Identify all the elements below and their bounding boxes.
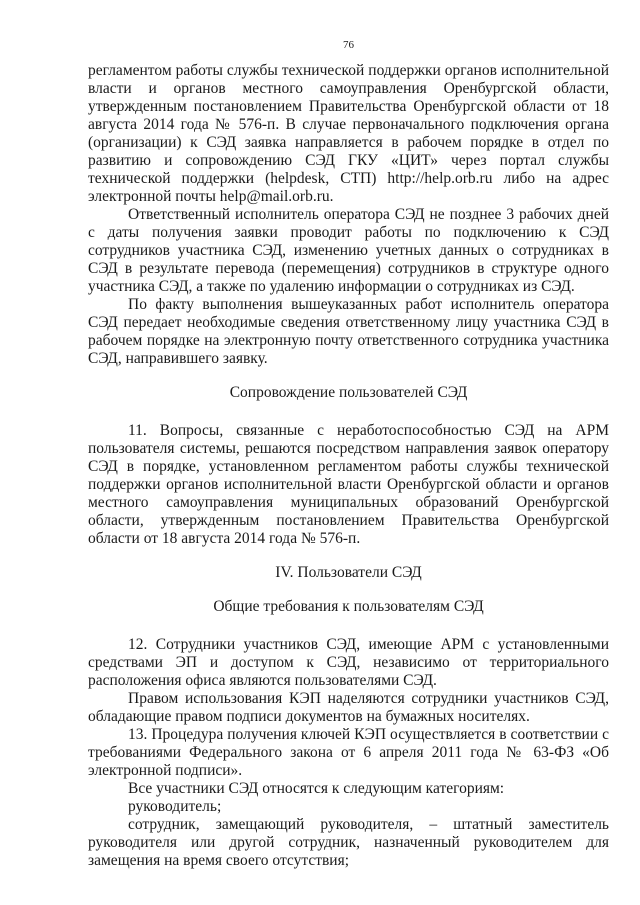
page-number: 76	[343, 39, 354, 51]
list-item-deputy: сотрудник, замещающий руководителя, – штатный заместитель руководителя или другой сотрудник, назначенный руководителем для замещения на время своего отсутствия;	[88, 816, 609, 869]
document-body	[88, 62, 609, 870]
list-item-head: руководитель;	[128, 798, 222, 815]
section-heading-support: Сопровождение пользователей СЭД	[229, 384, 468, 401]
paragraph-responsible-executor: Ответственный исполнитель оператора СЭД не позднее 3 рабочих дней с даты получения заявки проводит работы по подключению к СЭД сотрудников участника СЭД, изменению учетных данных о сотрудниках в СЭД в результате перевода (перемещения) сотрудников в структуре одного участника СЭД, а также по удалению информации о сотрудниках из СЭД.	[88, 206, 609, 295]
paragraph-kep-rights: Правом использования КЭП наделяются сотрудники участников СЭД, обладающие правом подписи документов на бумажных носителях.	[88, 690, 609, 725]
paragraph-item-13: 13. Процедура получения ключей КЭП осуществляется в соответствии с требованиями Федерального закона от 6 апреля 2011 года № 63-ФЗ «Об электронной подписи».	[88, 726, 609, 779]
paragraph-work-completion: По факту выполнения вышеуказанных работ исполнитель оператора СЭД передает необходимые сведения ответственному лицу участника СЭД в рабочем порядке на электронную почту ответственного сотрудника участника СЭД, направившего заявку.	[88, 296, 609, 367]
paragraph-item-11: 11. Вопросы, связанные с неработоспособностью СЭД на АРМ пользователя системы, решаются посредством направления заявок оператору СЭД в порядке, установленном регламентом работы службы технической поддержки органов исполнительной власти Оренбургской области и органов местного самоуправления муниципальных образований Оренбургской области, утвержденным постановлением Правительства Оренбургской области от 18 августа 2014 года № 576-п.	[88, 422, 609, 547]
paragraph-item-12: 12. Сотрудники участников СЭД, имеющие АРМ с установленными средствами ЭП и доступом к СЭД, независимо от территориального расположения офиса являются пользователями СЭД.	[88, 636, 609, 689]
paragraph-categories: Все участники СЭД относятся к следующим категориям:	[128, 780, 505, 797]
section-heading-users: IV. Пользователи СЭД	[275, 564, 422, 581]
subsection-heading-requirements: Общие требования к пользователям СЭД	[213, 598, 484, 615]
paragraph-continuation: регламентом работы службы технической поддержки органов исполнительной власти и органов местного самоуправления Оренбургской области, утвержденным постановлением Правительства Оренбургской области от 18 августа 2014 года № 576-п. В случае первоначального подключения органа (организации) к СЭД заявка направляется в рабочем порядке в отдел по развитию и сопровождению СЭД ГКУ «ЦИТ» через портал службы технической поддержки (helpdesk, СТП) http://help.orb.ru либо на адрес электронной почты help@mail.orb.ru.	[88, 62, 609, 205]
